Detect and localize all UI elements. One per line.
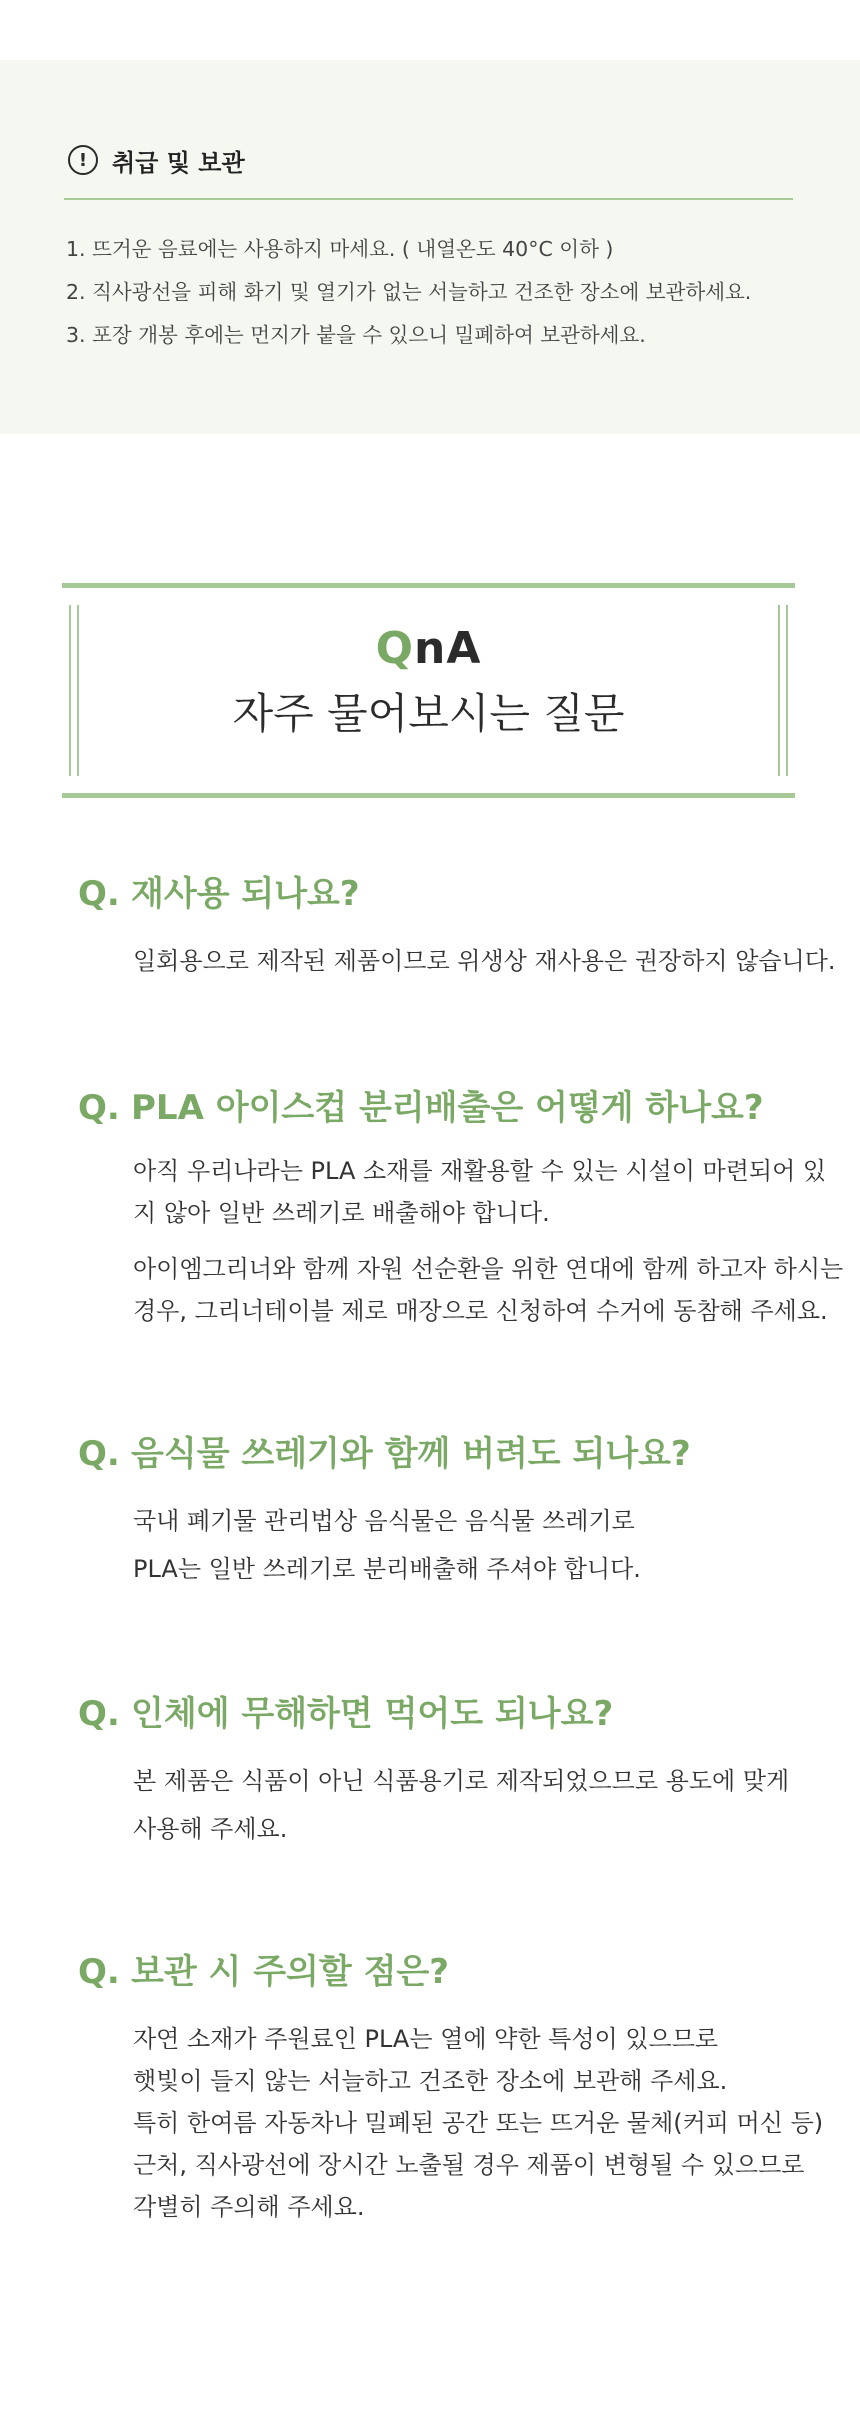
care-title: 취급 및 보관: [112, 148, 245, 177]
qna-banner: [62, 583, 795, 798]
qna-logo-rest: nA: [414, 623, 482, 674]
care-item: 3. 포장 개봉 후에는 먼지가 붙을 수 있으니 밀폐하여 보관하세요.: [66, 323, 646, 347]
q-mark: Q.: [78, 1694, 120, 1734]
faq-item: [78, 1086, 844, 1332]
faq-answer-line: 국내 폐기물 관리법상 음식물은 음식물 쓰레기로: [133, 1507, 635, 1535]
faq-answer-line: 지 않아 일반 쓰레기로 배출해야 합니다.: [133, 1199, 550, 1227]
faq-item: [78, 872, 836, 982]
q-mark: Q.: [78, 1434, 120, 1474]
faq-answer: [133, 1500, 798, 1590]
faq-answer-line: 본 제품은 식품이 아닌 식품용기로 제작되었으므로 용도에 맞게: [133, 1767, 790, 1795]
qna-subtitle: 자주 물어보시는 질문: [232, 689, 625, 738]
faq-question-text: 음식물 쓰레기와 함께 버려도 되나요?: [131, 1434, 691, 1474]
q-mark: Q.: [78, 1088, 120, 1128]
faq-item: [78, 1432, 798, 1590]
banner-bottom-border: [62, 793, 795, 798]
care-section: [0, 60, 860, 434]
care-item: 2. 직사광선을 피해 화기 및 열기가 없는 서늘하고 건조한 장소에 보관하세요.: [66, 280, 752, 304]
faq-answer-line: 특히 한여름 자동차나 밀폐된 공간 또는 뜨거운 물체(커피 머신 등): [133, 2109, 824, 2137]
faq-question: [78, 1432, 798, 1476]
faq-question-text: 인체에 무해하면 먹어도 되나요?: [131, 1694, 614, 1734]
qna-logo-q: Q: [375, 623, 414, 674]
faq-item: [78, 1692, 798, 1850]
faq-item: [78, 1950, 824, 2228]
faq-question-text: PLA 아이스컵 분리배출은 어떻게 하나요?: [131, 1088, 764, 1128]
faq-question-text: 재사용 되나요?: [131, 874, 360, 914]
q-mark: Q.: [78, 1952, 120, 1992]
faq-question: [78, 872, 798, 916]
banner-top-border: [62, 583, 795, 588]
faq-answer-line: 일회용으로 제작된 제품이므로 위생상 재사용은 권장하지 않습니다.: [133, 947, 836, 975]
care-list: [66, 228, 806, 357]
faq-question: [78, 1086, 798, 1130]
care-divider: [64, 198, 793, 200]
care-item: 1. 뜨거운 음료에는 사용하지 마세요. ( 내열온도 40°C 이하 ): [66, 237, 614, 261]
faq-answer-line: PLA는 일반 쓰레기로 분리배출해 주셔야 합니다.: [133, 1555, 641, 1583]
faq-answer-line: 자연 소재가 주원료인 PLA는 열에 약한 특성이 있으므로: [133, 2025, 719, 2053]
faq-question: [78, 1692, 798, 1736]
faq-answer: [133, 1150, 844, 1332]
care-header: [68, 140, 792, 180]
faq-answer-line: 햇빛이 들지 않는 서늘하고 건조한 장소에 보관해 주세요.: [133, 2067, 728, 2095]
faq-answer-line: 사용해 주세요.: [133, 1815, 288, 1843]
faq-answer-line: 아이엠그리너와 함께 자원 선순환을 위한 연대에 함께 하고자 하시는: [133, 1255, 844, 1283]
faq-question: [78, 1950, 798, 1994]
faq-answer-line: 각별히 주의해 주세요.: [133, 2193, 365, 2221]
faq-answer-line: 아직 우리나라는 PLA 소재를 재활용할 수 있는 시설이 마련되어 있: [133, 1157, 827, 1185]
faq-answer-line: 경우, 그리너테이블 제로 매장으로 신청하여 수거에 동참해 주세요.: [133, 1297, 828, 1325]
qna-logo: [62, 625, 795, 673]
faq-question-text: 보관 시 주의할 점은?: [131, 1952, 449, 1992]
faq-answer: [133, 1760, 798, 1850]
faq-answer-line: 근처, 직사광선에 장시간 노출될 경우 제품이 변형될 수 있으므로: [133, 2151, 805, 2179]
faq-answer: [133, 940, 836, 982]
alert-circle-icon: !: [68, 145, 98, 175]
q-mark: Q.: [78, 874, 120, 914]
faq-answer: [133, 2018, 824, 2228]
